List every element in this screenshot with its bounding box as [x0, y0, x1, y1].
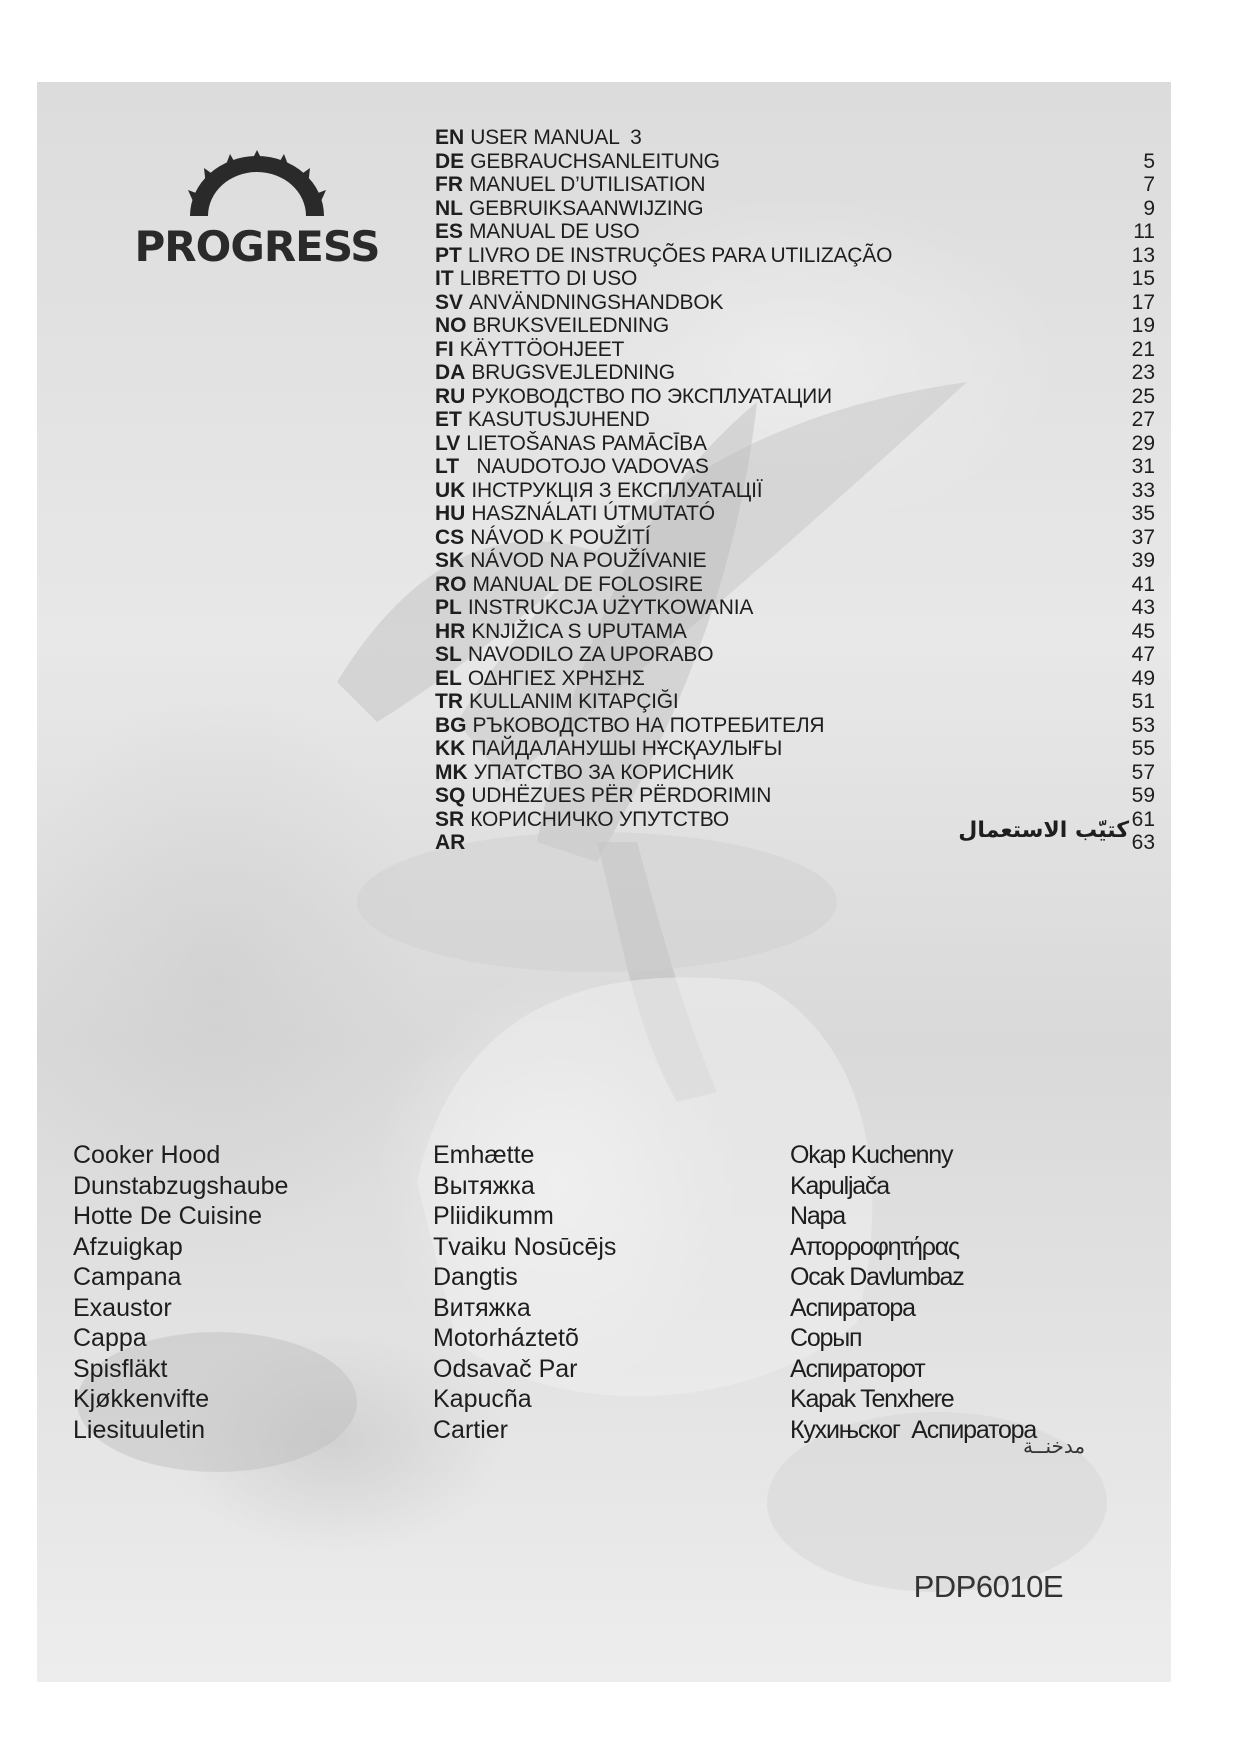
- toc-entry: [435, 244, 1155, 268]
- toc-language-code: SK: [435, 549, 465, 572]
- product-name: Cooker Hood: [73, 1141, 221, 1169]
- product-name: Kjøkkenvifte: [73, 1385, 210, 1413]
- toc-entry: [435, 150, 1155, 174]
- toc-language-code: DA: [435, 361, 466, 384]
- product-name: Odsavač Par: [433, 1354, 578, 1383]
- toc-entry: [435, 737, 1155, 761]
- toc-title: KASUTUSJUHEND: [467, 408, 650, 431]
- toc-page-number: 9: [1143, 196, 1155, 220]
- product-name: Exaustor: [73, 1293, 172, 1322]
- product-name: Cappa: [73, 1324, 147, 1352]
- toc-entry: [435, 314, 1155, 338]
- toc-entry: [435, 526, 1155, 550]
- toc-entry: [435, 220, 1155, 244]
- toc-language-code: ET: [435, 408, 462, 431]
- toc-language-code: EN: [435, 126, 465, 149]
- product-names-column-1: [73, 1140, 288, 1445]
- toc-page-number: 51: [1131, 690, 1155, 713]
- toc-entry: [435, 361, 1155, 385]
- product-name: Вытяжка: [433, 1171, 535, 1200]
- toc-title: LIVRO DE INSTRUÇÕES PARA UTILIZAÇÃO: [467, 243, 893, 267]
- product-name: Pliidikumm: [433, 1202, 554, 1230]
- cover-background: [37, 82, 1171, 1682]
- product-name: Cartier: [433, 1415, 509, 1444]
- toc-title: РУКОВОДСТВО ПО ЭКСПЛУАТАЦИИ: [471, 384, 832, 408]
- product-name: Motorháztetõ: [433, 1324, 579, 1352]
- product-name-arabic: مدخنــة: [1023, 1434, 1086, 1458]
- toc-page-number: 57: [1131, 760, 1155, 784]
- toc-page-number: 49: [1131, 666, 1155, 690]
- half-sun-logo-icon: [182, 150, 332, 220]
- toc-language-code: LT: [435, 455, 460, 478]
- toc-entry: [435, 667, 1155, 691]
- toc-language-code: SV: [435, 290, 464, 314]
- toc-page-number: 45: [1131, 619, 1155, 643]
- toc-page-number: 11: [1133, 220, 1155, 243]
- toc-page-number: 41: [1131, 572, 1155, 596]
- product-name: Απορροφητήρας: [790, 1232, 959, 1261]
- toc-page-number: 53: [1131, 713, 1155, 737]
- product-name: Hotte De Cuisine: [73, 1202, 262, 1230]
- toc-title: ПАЙДАЛАНУШЫ НҰСҚАУЛЫҒЫ: [471, 737, 783, 760]
- toc-title: ІНСТРУКЦІЯ З ЕКСПЛУАТАЦІЇ: [471, 478, 763, 502]
- toc-page-number: 33: [1131, 478, 1155, 502]
- toc-entry: [435, 549, 1155, 573]
- toc-entry: [435, 573, 1155, 597]
- product-name: Аспираторот: [790, 1354, 925, 1383]
- toc-title: NAUDOTOJO VADOVAS: [465, 455, 709, 478]
- toc-title: LIBRETTO DI USO: [459, 267, 638, 290]
- toc-entry: [435, 502, 1155, 526]
- toc-entry: [435, 267, 1155, 291]
- toc-entry: [435, 831, 1155, 855]
- toc-page-number: 5: [1143, 149, 1155, 173]
- toc-title: КОРИСНИЧКО УПУТСТВО: [470, 807, 729, 831]
- progress-logo: [132, 150, 382, 270]
- toc-entry: [435, 690, 1155, 714]
- toc-title: ANVÄNDNINGSHANDBOK: [469, 290, 724, 314]
- toc-page-number: 29: [1131, 431, 1155, 455]
- toc-language-code: PT: [435, 243, 462, 267]
- toc-entry: [435, 479, 1155, 503]
- toc-entry: [435, 714, 1155, 738]
- toc-language-code: PL: [435, 596, 462, 619]
- toc-language-code: SR: [435, 807, 465, 831]
- toc-language-code: FI: [435, 337, 454, 361]
- model-number: PDP6010E: [913, 1569, 1063, 1604]
- toc-page-number: 55: [1131, 737, 1155, 760]
- toc-page-number: 13: [1131, 243, 1155, 267]
- language-table-of-contents: [435, 126, 1155, 855]
- toc-entry: [435, 596, 1155, 620]
- product-name: Dunstabzugshaube: [73, 1171, 289, 1200]
- toc-language-code: LV: [435, 431, 461, 455]
- toc-language-code: BG: [435, 713, 467, 737]
- toc-page-number: 21: [1131, 337, 1155, 361]
- product-name: Кухињског Аспиратора: [790, 1415, 1037, 1444]
- toc-language-code: MK: [435, 760, 468, 784]
- product-name: Okap Kuchenny: [790, 1141, 953, 1169]
- toc-language-code: DE: [435, 149, 465, 173]
- toc-language-code: NL: [435, 196, 463, 220]
- toc-title: BRUGSVEJLEDNING: [471, 361, 675, 384]
- toc-title: GEBRAUCHSANLEITUNG: [470, 149, 720, 173]
- product-name: Tvaiku Nosūcējs: [433, 1232, 617, 1261]
- toc-language-code: HR: [435, 619, 466, 643]
- toc-language-code: HU: [435, 502, 466, 525]
- toc-arabic-title: كتيّب الاستعمال: [958, 817, 1129, 843]
- toc-title: GEBRUIKSAANWIJZING: [469, 196, 704, 220]
- toc-page-number: 61: [1131, 807, 1155, 831]
- toc-language-code: EL: [435, 666, 462, 690]
- toc-page-number: 39: [1131, 549, 1155, 572]
- product-name: Liesituuletin: [73, 1415, 206, 1444]
- toc-entry: [435, 173, 1155, 197]
- toc-page-number: 63: [1131, 831, 1155, 854]
- toc-page-number: 23: [1131, 361, 1155, 384]
- toc-language-code: IT: [435, 267, 454, 290]
- toc-entry: [435, 432, 1155, 456]
- toc-entry: [435, 784, 1155, 808]
- toc-language-code: RU: [435, 384, 466, 408]
- toc-title: KULLANIM KITAPÇIĞI: [469, 690, 679, 713]
- toc-page-number: 31: [1131, 455, 1155, 478]
- toc-entry: [435, 455, 1155, 479]
- toc-entry: [435, 408, 1155, 432]
- toc-language-code: UK: [435, 478, 466, 502]
- toc-page-number: 17: [1131, 290, 1155, 314]
- toc-page-number: 59: [1131, 784, 1155, 807]
- toc-language-code: RO: [435, 572, 467, 596]
- product-name: Аспиратора: [790, 1293, 915, 1322]
- product-name: Emhætte: [433, 1141, 535, 1169]
- toc-language-code: FR: [435, 173, 463, 196]
- toc-language-code: AR: [435, 831, 466, 854]
- toc-title: NÁVOD K POUŽITÍ: [470, 525, 651, 549]
- toc-title: MANUAL DE FOLOSIRE: [472, 572, 703, 596]
- product-name: Campana: [73, 1263, 182, 1291]
- product-name: Сорып: [790, 1324, 862, 1352]
- toc-title: NAVODILO ZA UPORABO: [467, 643, 714, 666]
- toc-title: HASZNÁLATI ÚTMUTATÓ: [471, 502, 715, 525]
- toc-title: NÁVOD NA POUŽÍVANIE: [470, 549, 707, 572]
- toc-page-number: 43: [1131, 596, 1155, 619]
- product-name: Dangtis: [433, 1263, 518, 1291]
- toc-title: INSTRUKCJA UŻYTKOWANIA: [467, 596, 754, 619]
- product-names-column-3: [790, 1140, 1036, 1445]
- toc-page-number: 37: [1131, 525, 1155, 549]
- toc-entry: [435, 761, 1155, 785]
- product-name: Afzuigkap: [73, 1232, 183, 1261]
- toc-language-code: SQ: [435, 784, 466, 807]
- product-name: Kapucña: [433, 1385, 532, 1413]
- toc-language-code: ES: [435, 220, 464, 243]
- toc-language-code: KK: [435, 737, 466, 760]
- toc-title: BRUKSVEILEDNING: [472, 314, 670, 337]
- toc-title: MANUEL D’UTILISATION: [469, 173, 706, 196]
- product-name: Ocak Davlumbaz: [790, 1263, 964, 1291]
- toc-entry: [435, 338, 1155, 362]
- product-name: Kapak Tenxhere: [790, 1385, 954, 1413]
- toc-page-number: 25: [1131, 384, 1155, 408]
- product-name: Kapuljača: [790, 1171, 890, 1200]
- brand-name: PROGRESS: [134, 222, 380, 271]
- toc-title: УПАТСТВО ЗА КОРИСНИК: [473, 760, 734, 784]
- toc-page-number: 7: [1143, 173, 1155, 196]
- toc-page-number: 47: [1131, 643, 1155, 666]
- toc-page-number: 15: [1131, 267, 1155, 290]
- toc-language-code: NO: [435, 314, 467, 337]
- toc-entry: [435, 291, 1155, 315]
- product-name: Витяжка: [433, 1293, 531, 1322]
- toc-language-code: TR: [435, 690, 463, 713]
- toc-entry: [435, 643, 1155, 667]
- toc-page-number: 19: [1131, 314, 1155, 337]
- toc-title: USER MANUAL 3: [470, 126, 642, 149]
- toc-language-code: CS: [435, 525, 465, 549]
- toc-title: ΟΔΗΓΙΕΣ ΧΡΗΣΗΣ: [467, 666, 645, 690]
- toc-entry: [435, 620, 1155, 644]
- product-names-column-2: [433, 1140, 616, 1445]
- product-name: Spisfläkt: [73, 1354, 168, 1383]
- toc-title: MANUAL DE USO: [469, 220, 640, 243]
- toc-title: РЪКОВОДСТВО НА ПОТРЕБИТЕЛЯ: [472, 713, 825, 737]
- toc-entry: [435, 385, 1155, 409]
- product-name: Napa: [790, 1202, 845, 1230]
- toc-entry: [435, 126, 1155, 150]
- toc-title: KNJIŽICA S UPUTAMA: [471, 619, 687, 643]
- toc-language-code: SL: [435, 643, 462, 666]
- toc-title: KÄYTTÖOHJEET: [459, 337, 625, 361]
- toc-title: LIETOŠANAS PAMĀCĪBA: [466, 431, 707, 455]
- toc-entry: [435, 197, 1155, 221]
- toc-title: UDHËZUES PËR PËRDORIMIN: [471, 784, 772, 807]
- toc-page-number: 35: [1131, 502, 1155, 525]
- toc-page-number: 27: [1131, 408, 1155, 431]
